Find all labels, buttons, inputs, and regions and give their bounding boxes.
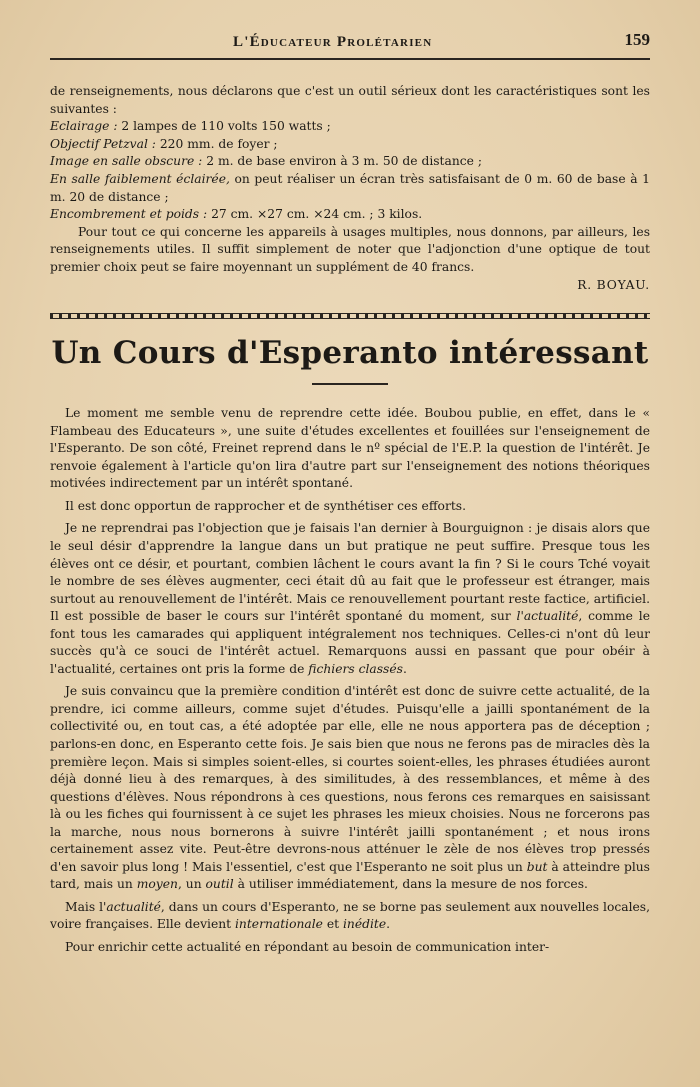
- article-title: Un Cours d'Esperanto intéressant: [51, 335, 649, 372]
- spec-lighting: Eclairage : 2 lampes de 110 volts 150 watts ;: [50, 119, 331, 134]
- spec-size-weight: Encombrement et poids : 27 cm. ×27 cm. ×24 cm. ; 3 kilos.: [50, 207, 423, 222]
- paragraph-6: Pour enrichir cette actualité en répondant au besoin de communication inter-: [65, 939, 550, 954]
- spec-dark-room: Image en salle obscure : 2 m. de base environ à 3 m. 50 de distance ;: [50, 154, 482, 169]
- running-title: L'Éducateur Prolétarien: [233, 34, 433, 50]
- paragraph-3: Je ne reprendrai pas l'objection que je faisais l'an dernier à Bourguignon : je disais alors que le seul désir d'apprendre la langue dans un but pratique ne peut suffire. Presque tous les élèves ont ce désir, et pourtant, combien lâchent le cours avant la fin ? Si le cours Tché voyait le nombre de ses élèves augmenter, ceci était dû au fait que le professeur est étranger, mais surtout au renouvellement de l'intérêt. Mais ce renouvellement pourtant reste factice, artificiel. Il est possible de baser le cours sur l'intérêt spontané du moment, sur l'actualité, comme le font tous les camarades qui appliquent intégralement nos techniques. Celles-ci n'ont dû leur succès qu'à ce souci de l'intérêt actuel. Remarquons aussi en passant que pour obéir à l'actualité, certaines ont pris la forme de fichiers classés.: [50, 521, 650, 676]
- paragraph-2: Il est donc opportun de rapprocher et de synthétiser ces efforts.: [65, 498, 466, 513]
- spec-lens: Objectif Petzval : 220 mm. de foyer ;: [50, 136, 278, 151]
- header-rule: [50, 58, 650, 60]
- intro-paragraph: de renseignements, nous déclarons que c'est un outil sérieux dont les caractéristiques sont les suivantes :: [50, 84, 650, 116]
- paragraph-1: Le moment me semble venu de reprendre cette idée. Boubou publie, en effet, dans le « Flambeau des Educateurs », une suite d'études excellentes et fouillées sur l'enseignement de l'Esperanto. De son côté, Freinet reprend dans le nº spécial de l'E.P. la question de l'intérêt. Je renvoie également à l'article qu'on lira d'autre part sur l'enseignement des notions théoriques motivées indirectement par un intérêt spontané.: [50, 406, 650, 491]
- title-underline: [312, 383, 388, 385]
- page-number: 159: [624, 30, 650, 49]
- previous-article-ending: [50, 83, 650, 294]
- article-body: [50, 405, 650, 956]
- author-signature: R. BOYAU.: [577, 277, 650, 292]
- paragraph-4: Je suis convaincu que la première condition d'intérêt est donc de suivre cette actualité, de la prendre, ici comme ailleurs, comme sujet d'études. Puisqu'elle a jailli spontanément de la collectivité ou, en tout cas, a été adoptée par elle, elle ne nous apportera pas de déception ; parlons-en donc, en Esperanto cette fois. Je sais bien que nous ne ferons pas de miracles dès la première leçon. Mais si simples soient-elles, si courtes soient-elles, les phrases étudiées auront déjà donné lieu à des remarques, à des similitudes, à des ressemblances, et même à des questions d'élèves. Nous répondrons à ces questions, nous ferons ces remarques en saisissant là ou les fiches qui fournissent à ce sujet les phrases les mieux choisies. Nous ne forcerons pas la marche, nous nous bornerons à suivre l'intérêt jailli spontanément ; et nous irons certainement assez vite. Peut-être devrons-nous atténuer le zèle de nos élèves trop pressés d'en savoir plus long ! Mais l'essentiel, c'est que l'Esperanto ne soit plus un but à atteindre plus tard, mais un moyen, un outil à utiliser immédiatement, dans la mesure de nos forces.: [50, 684, 650, 892]
- paragraph-5: Mais l'actualité, dans un cours d'Esperanto, ne se borne pas seulement aux nouvelles locales, voire françaises. Elle devient internationale et inédite.: [50, 899, 650, 932]
- spec-lit-room: En salle faiblement éclairée, on peut réaliser un écran très satisfaisant de 0 m. 60 de base à 1 m. 20 de distance ;: [50, 171, 650, 204]
- page-header: [50, 28, 650, 58]
- section-divider: [50, 313, 650, 319]
- closing-paragraph: Pour tout ce qui concerne les appareils à usages multiples, nous donnons, par ailleurs, les renseignements utiles. Il suffit simplement de noter que l'adjonction d'une optique de tout premier choix peut se faire moyennant un supplément de 40 francs.: [50, 224, 650, 274]
